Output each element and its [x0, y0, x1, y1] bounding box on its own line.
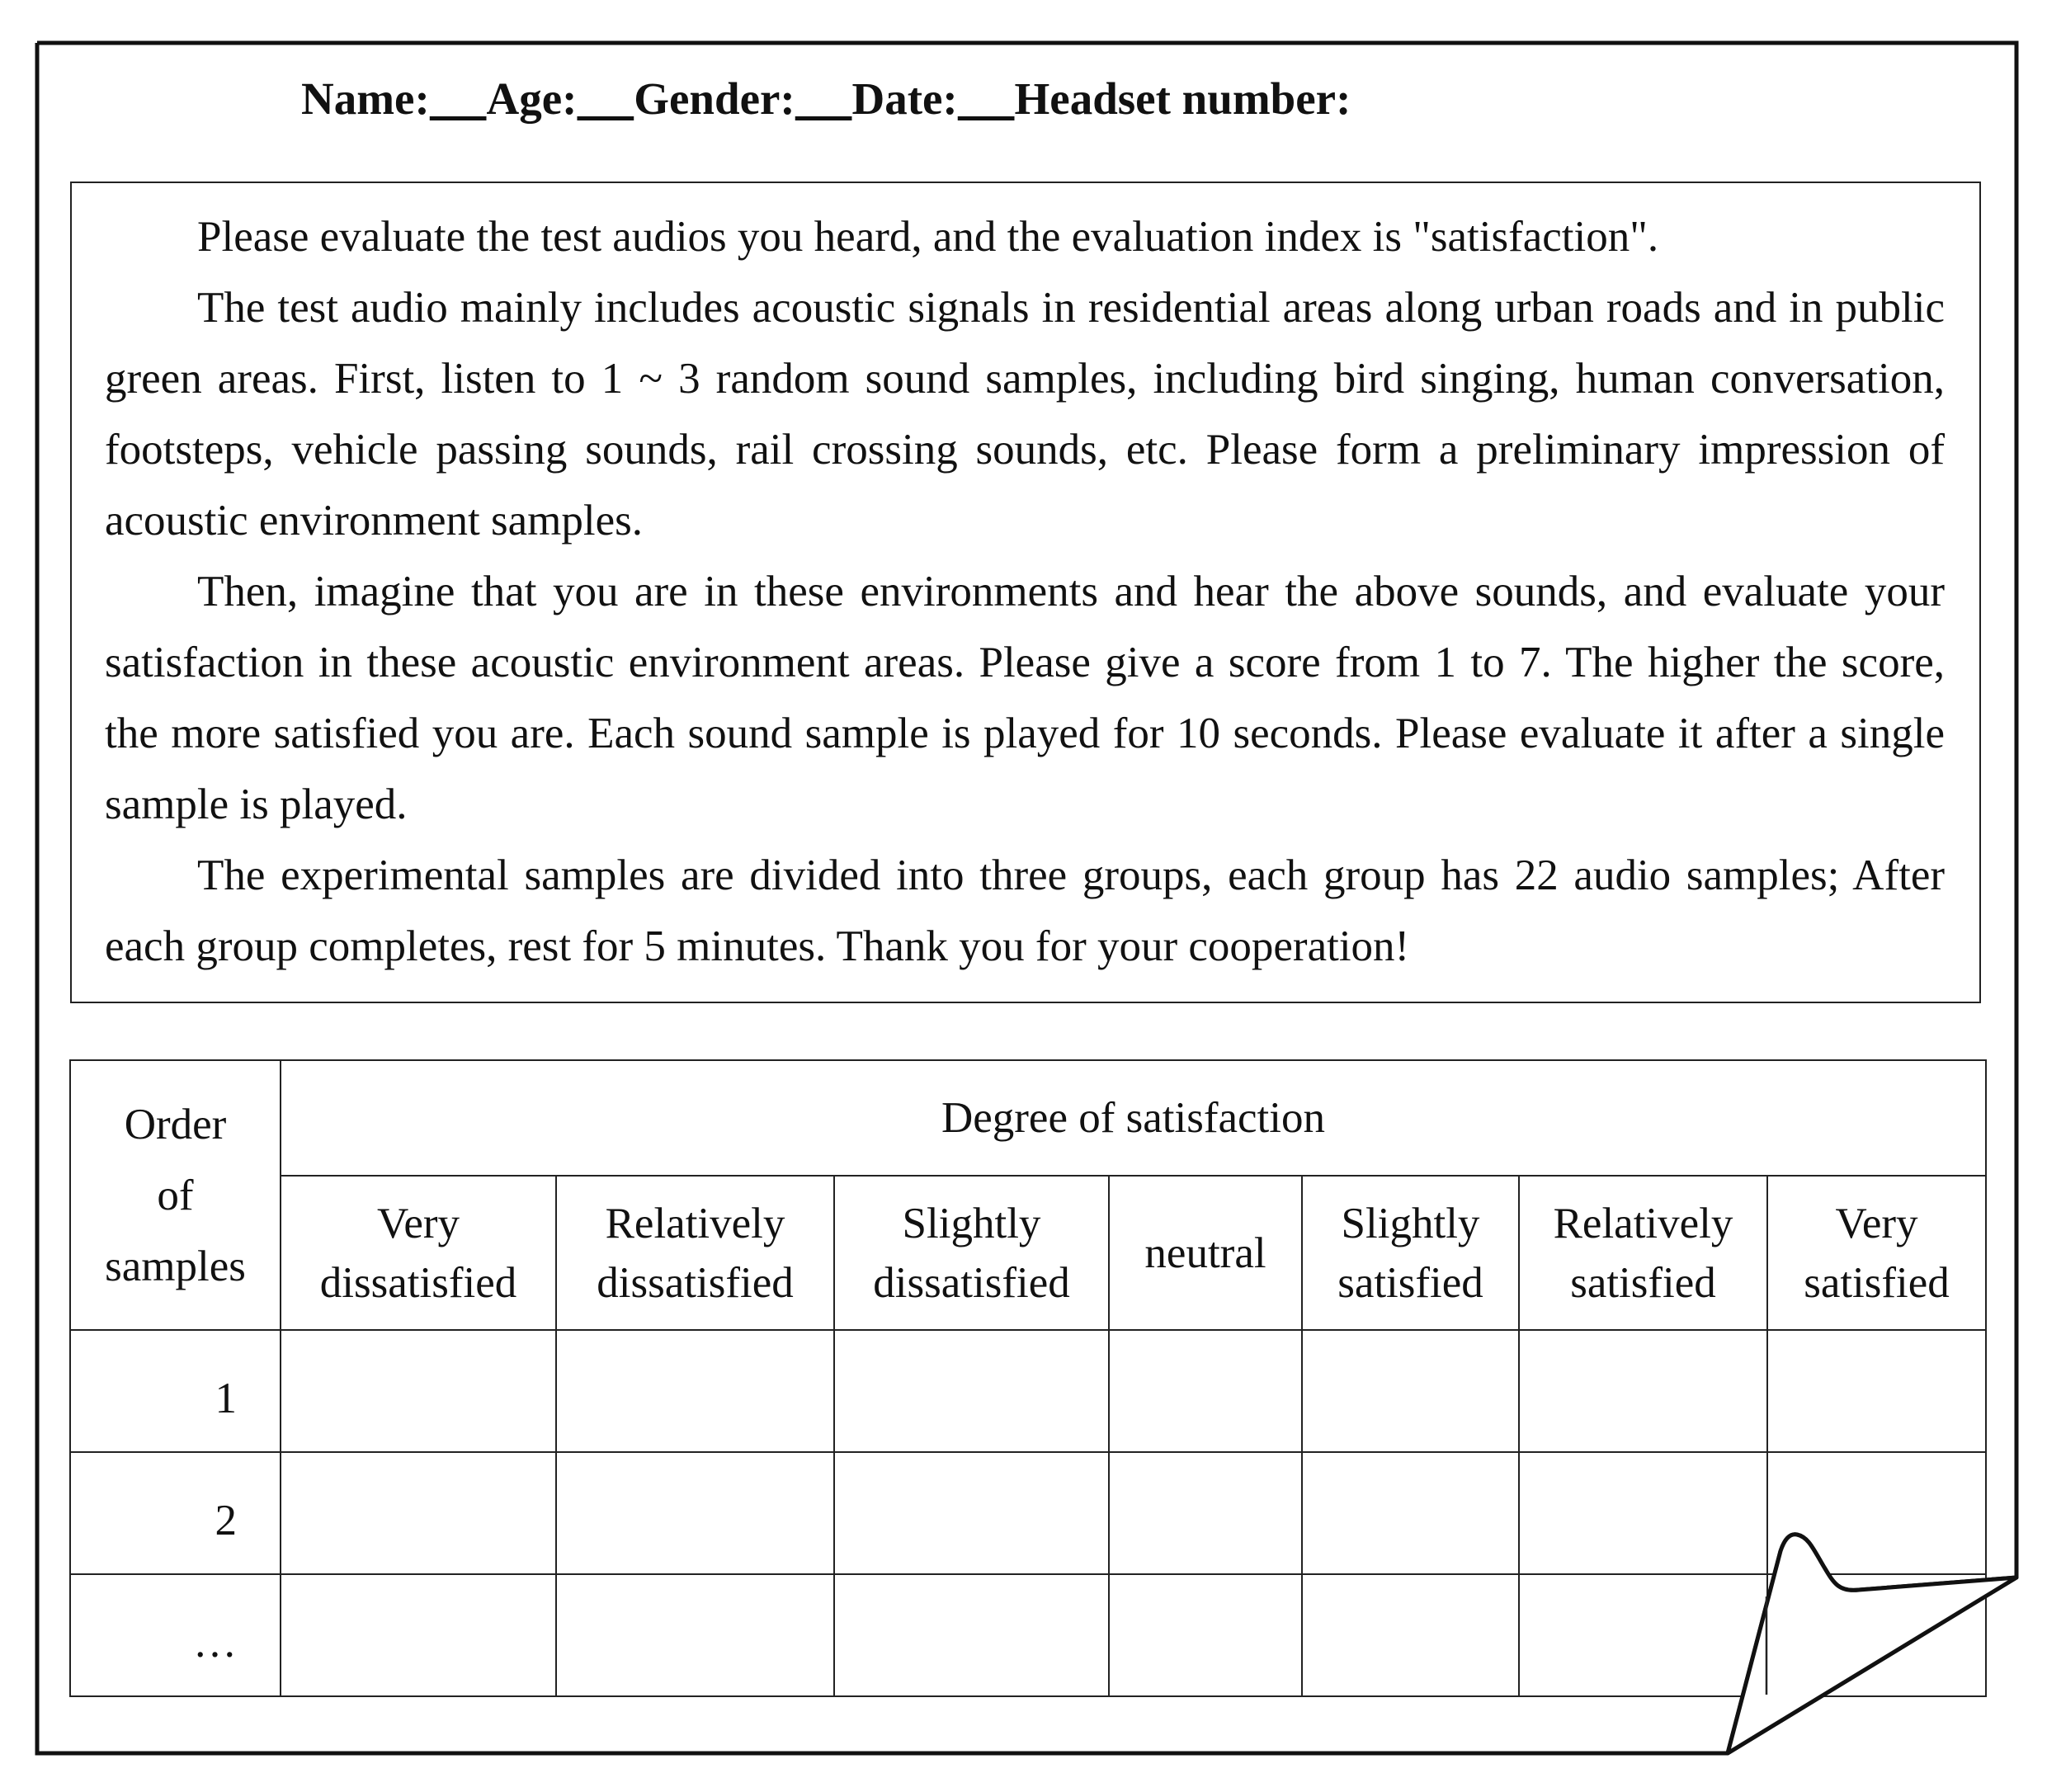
rating-cell[interactable]	[556, 1574, 834, 1696]
instruction-paragraph: Then, imagine that you are in these environments and hear the above sounds, and evaluate your satisfaction in these acoustic environment areas. Please give a score from 1 to 7. The higher the score, the more satisfied you are. Each sound sample is played for 10 seconds. Please evaluate it after a single sample is played.	[105, 568, 1945, 828]
rating-cell[interactable]	[1767, 1452, 1986, 1574]
sample-order-cell: …	[70, 1574, 281, 1696]
rating-cell[interactable]	[556, 1330, 834, 1452]
name-label: Name:	[301, 73, 430, 124]
instructions-box	[70, 182, 1981, 1003]
age-label: Age:	[486, 73, 578, 124]
rating-cell[interactable]	[556, 1452, 834, 1574]
rating-cell[interactable]	[1767, 1330, 1986, 1452]
respondent-info-header	[301, 73, 1351, 125]
rating-cell[interactable]	[1109, 1574, 1302, 1696]
rating-cell[interactable]	[834, 1330, 1109, 1452]
degree-of-satisfaction-header: Degree of satisfaction	[281, 1060, 1986, 1176]
headset-number-label: Headset number:	[1014, 73, 1351, 124]
rating-cell[interactable]	[1302, 1452, 1519, 1574]
rating-cell[interactable]	[281, 1452, 556, 1574]
column-slightly-satisfied: Slightly satisfied	[1302, 1176, 1519, 1330]
gender-label: Gender:	[634, 73, 795, 124]
rating-cell[interactable]	[1519, 1574, 1767, 1696]
column-neutral: neutral	[1109, 1176, 1302, 1330]
instruction-paragraph: The test audio mainly includes acoustic signals in residential areas along urban roads and in public green areas. First, listen to 1 ~ 3 random sound samples, including bird singing, human conversation, footsteps, vehicle passing sounds, rail crossing sounds, etc. Please form a preliminary impression of acoustic environment samples.	[105, 284, 1945, 545]
column-very-satisfied: Very satisfied	[1767, 1176, 1986, 1330]
rating-cell[interactable]	[1302, 1330, 1519, 1452]
table-row	[70, 1574, 1986, 1696]
column-relatively-dissatisfied: Relatively dissatisfied	[556, 1176, 834, 1330]
sample-order-cell: 1	[70, 1330, 281, 1452]
date-label: Date:	[851, 73, 958, 124]
instruction-paragraph: The experimental samples are divided into three groups, each group has 22 audio samples; After each group completes, rest for 5 minutes. Thank you for your cooperation!	[105, 851, 1945, 970]
rating-cell[interactable]	[1519, 1452, 1767, 1574]
instruction-paragraph: Please evaluate the test audios you heard, and the evaluation index is "satisfaction".	[197, 213, 1659, 261]
rating-cell[interactable]	[1302, 1574, 1519, 1696]
rating-cell[interactable]	[1109, 1452, 1302, 1574]
rating-cell[interactable]	[281, 1330, 556, 1452]
sample-order-cell: 2	[70, 1452, 281, 1574]
rating-cell[interactable]	[281, 1574, 556, 1696]
rating-cell[interactable]	[1109, 1330, 1302, 1452]
order-of-samples-header: Order of samples	[70, 1060, 281, 1330]
satisfaction-rating-table	[69, 1059, 1987, 1697]
rating-cell[interactable]	[834, 1452, 1109, 1574]
rating-cell[interactable]	[834, 1574, 1109, 1696]
table-row	[70, 1452, 1986, 1574]
rating-cell[interactable]	[1519, 1330, 1767, 1452]
column-very-dissatisfied: Very dissatisfied	[281, 1176, 556, 1330]
table-row	[70, 1330, 1986, 1452]
rating-cell[interactable]	[1767, 1574, 1986, 1696]
column-slightly-dissatisfied: Slightly dissatisfied	[834, 1176, 1109, 1330]
column-relatively-satisfied: Relatively satisfied	[1519, 1176, 1767, 1330]
